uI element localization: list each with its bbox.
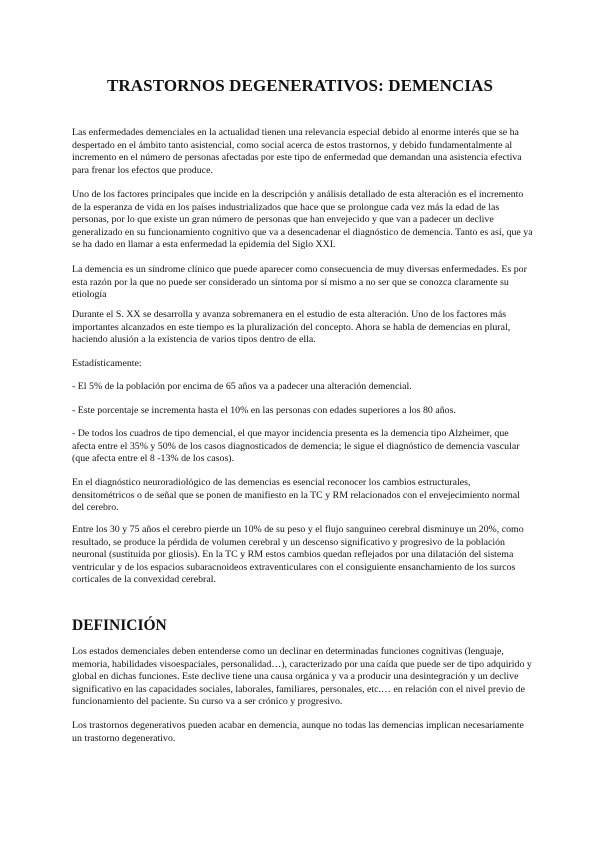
paragraph-life-expectancy: Uno de los factores principales que incide en la descripción y análisis detallado de esta alteración es el incremento de la esperanza de vida en los países industrializados que hace que se prolongue cada vez más la edad de las personas, por lo que existe un gran número de personas que han envejecido y que van a padecer un declive generalizado en su funcionamiento cognitivo que va a desencadenar el diagnóstico de demencia. Tanto es así, que ya se ha dado en llamar a esta enfermedad la epidemia del Siglo XXI.: [72, 189, 533, 251]
paragraph-syndrome: La demencia es un síndrome clínico que puede aparecer como consecuencia de muy diversas enfermedades. Es por esta razón por la que no puede ser considerado un síntoma por sí mismo a no ser que se conozca claramente su etiología: [72, 264, 527, 301]
statistic-item: - Este porcentaje se incrementa hasta el 10% en las personas con edades superiores a los 80 años.: [72, 405, 456, 416]
paragraph-definition: Los estados demenciales deben entenderse como un declinar en determinadas funciones cognitivas (lenguaje, memoria, habilidades visoespaciales, personalidad…), caracterizado por una caída que puede ser de tipo adquirido y global en dichas funciones. Este declive tiene una causa orgánica y va a producir una desintegración y un declive significativo en las capacidades sociales, laborales, familiares, personales, etc.… en relación con el nivel previo de funcionamiento del paciente. Su curso va a ser crónico y progresivo.: [72, 646, 532, 708]
paragraph-statistics-label: Estadísticamente:: [72, 358, 142, 369]
paragraph-intro: Las enfermedades demenciales en la actualidad tienen una relevancia especial debido al enorme interés que se ha despertado en el ámbito tanto asistencial, como social acerca de estos trastornos, y debido fundamentalmente al incremento en el número de personas afectadas por este tipo de enfermedad que demandan una asistencia efectiva para frenar los efectos que produce.: [72, 127, 522, 176]
paragraph-twentieth-century: Durante el S. XX se desarrolla y avanza sobremanera en el estudio de esta alteración. Uno de los factores más importantes alcanzados en este tiempo es la pluralización del concepto. Ahora se habla de demencias en plural, haciendo alusión a la existencia de varios tipos dentro de ella.: [72, 309, 511, 346]
statistic-item: - El 5% de la población por encima de 65 años va a padecer una alteración demencial.: [72, 381, 412, 392]
paragraph-degenerative-note: Los trastornos degenerativos pueden acabar en demencia, aunque no todas las demencias implican necesariamente un trastorno degenerativo.: [72, 720, 524, 744]
statistic-item: - De todos los cuadros de tipo demencial, el que mayor incidencia presenta es la demencia tipo Alzheimer, que afecta entre el 35% y 50% de los casos diagnosticados de demencia; le sigue el diagnóstico de demencia vascular (que afecta entre el 8 -13% de los casos).: [72, 428, 520, 465]
section-heading-definition: DEFINICIÓN: [72, 617, 167, 634]
document-title: TRASTORNOS DEGENERATIVOS: DEMENCIAS: [106, 76, 494, 95]
paragraph-neuroradiology: En el diagnóstico neuroradiológico de las demencias es esencial reconocer los cambios estructurales, densitométricos o de señal que se ponen de manifiesto en la TC y RM relacionados con el envejecimiento normal del cerebro.: [72, 477, 520, 514]
paragraph-brain-changes: Entre los 30 y 75 años el cerebro pierde un 10% de su peso y el flujo sanguíneo cerebral disminuye un 20%, como resultado, se produce la pérdida de volumen cerebral y un descenso significativo y progresivo de la población neuronal (sustituida por gliosis). En la TC y RM estos cambios quedan reflejados por una dilatación del sistema ventricular y de los espacios subaracnoideos extraventiculares con el consiguiente ensanchamiento de los surcos corticales de la convexidad cerebral.: [72, 524, 524, 586]
